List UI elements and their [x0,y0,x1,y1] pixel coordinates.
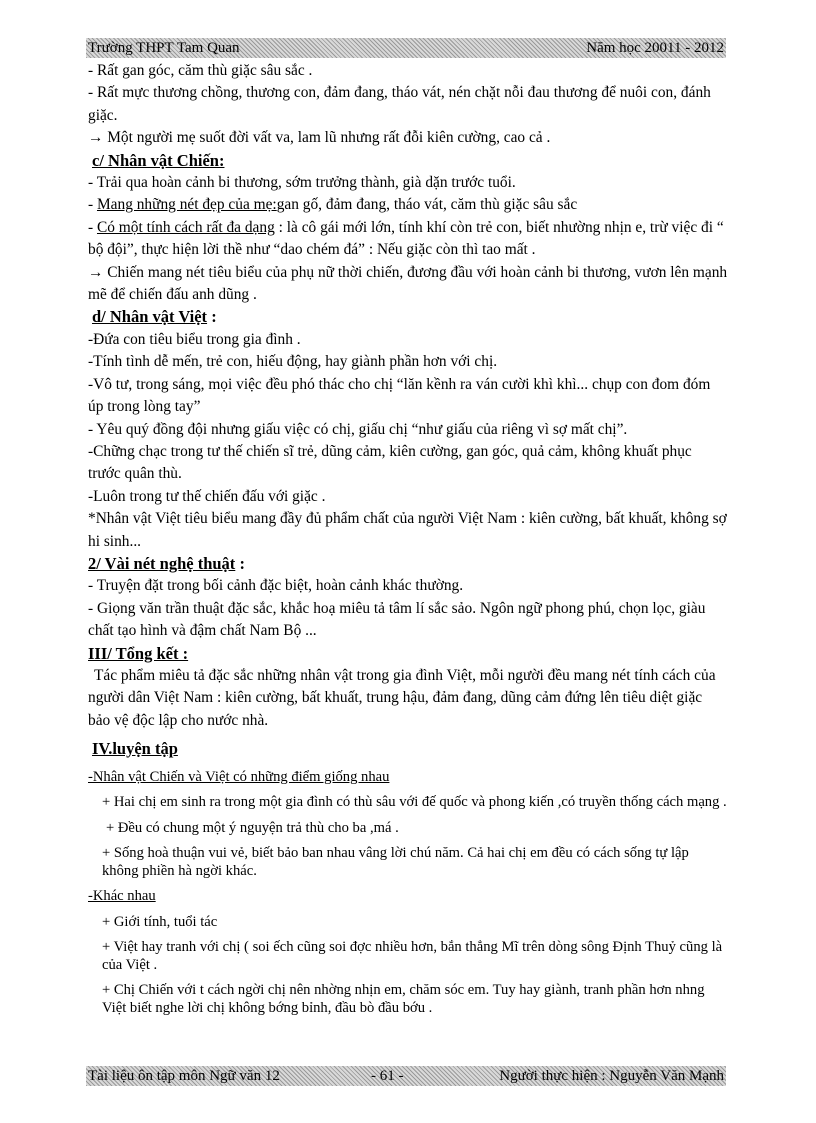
page-header [86,38,726,58]
paragraph: *Nhân vật Việt tiêu biểu mang đầy đủ phẩm chất của người Việt Nam : kiên cường, bất khuất, không sợ hi sinh... [88,510,727,550]
paragraph: -Đứa con tiêu biểu trong gia đình . [88,330,301,348]
paragraph: - Rất gan góc, căm thù giặc sâu sắc . [88,62,313,79]
section-heading-summary: III/ Tổng kết : [88,643,189,663]
footer-author: Người thực hiện : Nguyễn Văn Mạnh [499,1068,724,1084]
paragraph: + Hai chị em sinh ra trong một gia đình có thù sâu với đế quốc và phong kiến ,có truyền thống cách mạng . [102,794,727,811]
paragraph: - Trải qua hoàn cảnh bi thương, sớm trưởng thành, già dặn trước tuổi. [88,174,516,192]
paragraph: + Chị Chiến với t cách ngời chị nên nhờng nhịn em, chăm sóc em. Tuy hay giành, tranh phần hơn nhng Việt biết nghe lời chị không bớng bỉnh, đầu bò đầu bớu . [102,982,705,1016]
paragraph: - Mang những nét đẹp của mẹ:gan gố, đảm đang, tháo vát, căm thù giặc sâu sắc [88,196,578,214]
paragraph: - Truyện đặt trong bối cảnh đặc biệt, hoàn cảnh khác thường. [88,577,464,595]
paragraph: + Giới tính, tuổi tác [102,913,218,930]
section-heading-practice: IV.luyện tập [92,739,178,759]
paragraph: → Một người mẹ suốt đời vất va, lam lũ nhưng rất đỗi kiên cường, cao cả . [88,129,551,147]
subheading-differences: -Khác nhau [88,888,156,905]
document-body [88,60,728,1017]
section-heading-art: 2/ Vài nét nghệ thuật : [88,553,245,573]
page-footer [86,1066,726,1086]
page-number: - 61 - [371,1068,404,1084]
paragraph: - Rất mực thương chồng, thương con, đảm đang, tháo vát, nén chặt nỗi đau thương để nuôi con, đánh giặc. [88,84,711,124]
paragraph: - Giọng văn trần thuật đặc sắc, khắc hoạ miêu tả tâm lí sắc sảo. Ngôn ngữ phong phú, chọn lọc, giàu chất tạo hình và đậm chất Nam Bộ ... [88,599,706,640]
paragraph: Tác phẩm miêu tả đặc sắc những nhân vật trong gia đình Việt, mỗi người đều mang nét tính cách của người dân Việt Nam : kiên cường, bất khuất, trung hậu, đảm đang, dũng cảm đứng lên tiêu diệt giặc bảo vệ độc lập cho nước nhà. [88,666,716,729]
footer-document-title: Tài liệu ôn tập môn Ngữ văn 12 [88,1068,280,1084]
paragraph: -Tính tình dễ mến, trẻ con, hiếu động, hay giành phần hơn với chị. [88,353,498,371]
paragraph: + Đều có chung một ý nguyện trả thù cho ba ,má . [106,819,399,836]
paragraph: + Sống hoà thuận vui vẻ, biết bảo ban nhau vâng lời chú năm. Cả hai chị em đều có cách sống tự lập không phiền hà ngời khác. [102,845,689,879]
paragraph: - Có một tính cách rất đa dạng : là cô gái mới lớn, tính khí còn trẻ con, biết nhường nhịn e, trừ việc đi “ bộ đội”, thực hiện lời thề như “dao chém đá” : Nếu giặc còn thì tao mất . [88,218,724,259]
paragraph: -Luôn trong tư thế chiến đấu với giặc . [88,487,326,505]
section-heading-chien: c/ Nhân vật Chiến: [92,150,225,170]
paragraph: + Việt hay tranh với chị ( soi ếch cũng soi đợc nhiều hơn, bắn thẳng Mĩ trên dòng sông Định Thuỷ cũng là của Việt . [102,939,723,973]
header-school: Trường THPT Tam Quan [88,40,240,56]
paragraph: -Vô tư, trong sáng, mọi việc đều phó thác cho chị “lăn kềnh ra ván cười khì khì... chụp con đom đóm úp trong lòng tay” [88,375,711,416]
section-heading-viet: d/ Nhân vật Việt : [92,307,217,327]
subheading-similarities: -Nhân vật Chiến và Việt có những điểm giống nhau [88,768,390,785]
header-school-year: Năm học 20011 - 2012 [586,40,724,56]
paragraph: - Yêu quý đồng đội nhưng giấu việc có chị, giấu chị “như giấu của riêng vì sợ mất chị”. [88,420,628,438]
paragraph: -Chững chạc trong tư thế chiến sĩ trẻ, dũng cảm, kiên cường, gan góc, quả cảm, không khuất phục trước quân thù. [88,442,692,483]
paragraph: → Chiến mang nét tiêu biểu của phụ nữ thời chiến, đương đầu với hoàn cảnh bi thương, vươn lên mạnh mẽ để chiến đấu anh dũng . [88,263,728,304]
